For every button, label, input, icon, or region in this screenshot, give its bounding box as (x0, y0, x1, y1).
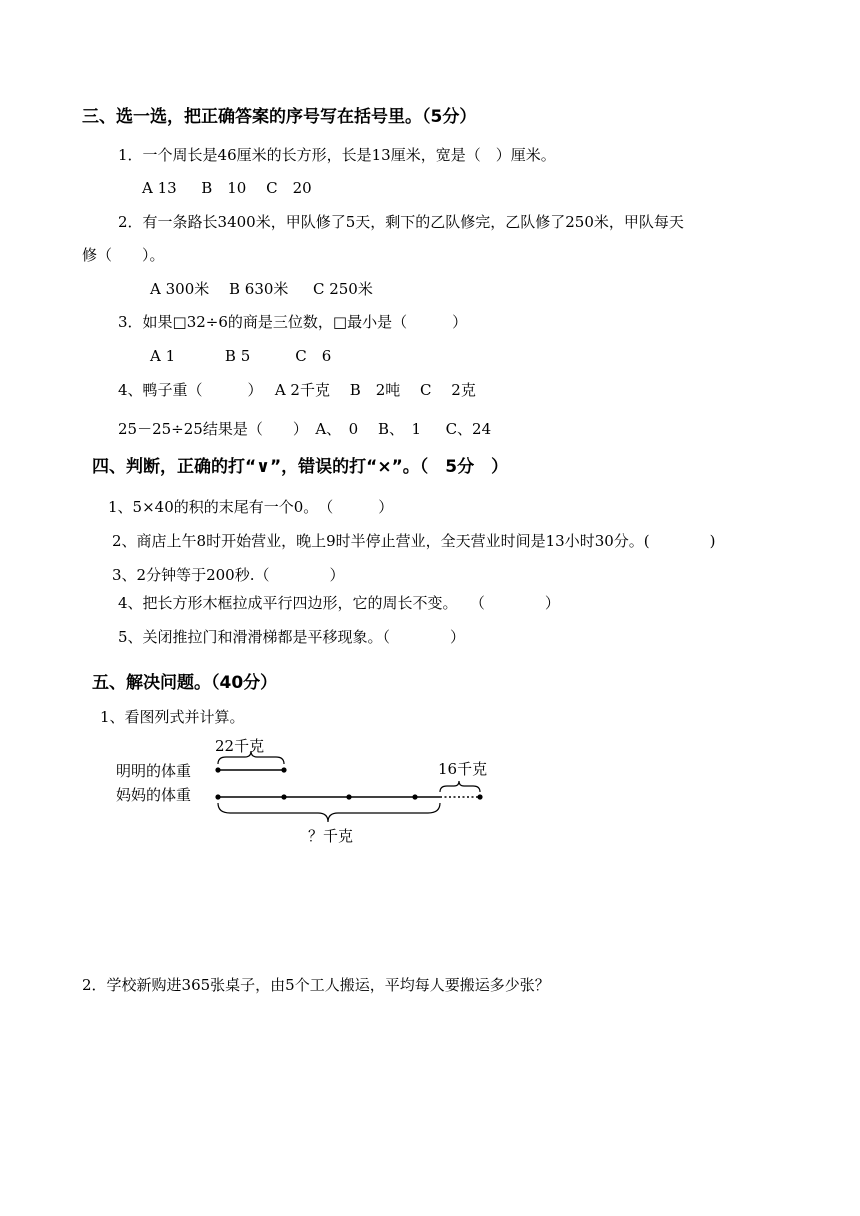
mingming-dot-start (215, 767, 220, 772)
judge-item-3: 3、2分钟等于200秒.（ ） (112, 566, 345, 584)
label-unknown-kg: ？千克 (308, 827, 354, 845)
section4-title: 四、判断，正确的打“∨”，错误的打“×”。（ 5分 ） (92, 457, 509, 477)
mama-dot-2 (281, 794, 286, 799)
question-3-3: 3．如果□32÷6的商是三位数，□最小是（ ） (118, 313, 468, 331)
brace-total (218, 803, 440, 822)
judge-item-4: 4、把长方形木框拉成平行四边形，它的周长不变。 （ ） (118, 594, 560, 612)
problem-5-2: 2．学校新购进365张桌子，由5个工人搬运，平均每人要搬运多少张？ (82, 976, 550, 994)
brace-16kg (440, 781, 480, 792)
section5-title: 五、解决问题。（40分） (92, 673, 278, 693)
label-22kg: 22千克 (215, 737, 265, 755)
label-mingming-weight: 明明的体重 (116, 762, 192, 780)
label-mama-weight: 妈妈的体重 (116, 786, 192, 804)
judge-item-1: 1、5×40的积的末尾有一个0。 （ ） (108, 498, 394, 516)
section3-title: 三、选一选，把正确答案的序号写在括号里。（5分） (82, 107, 477, 127)
problem-5-1: 1、看图列式并计算。 (100, 708, 245, 726)
question-3-1-options: A 13 B 10 C 20 (142, 179, 312, 197)
question-3-2-line1: 2．有一条路长3400米，甲队修了5天，剩下的乙队修完，乙队修了250米，甲队每天 (118, 213, 684, 231)
mama-dot-1 (215, 794, 220, 799)
judge-item-2: 2、商店上午8时开始营业，晚上9时半停止营业，全天营业时间是13小时30分。( ) (112, 532, 716, 550)
mama-dot-4 (412, 794, 417, 799)
question-3-5: 25－25÷25结果是（ ） A、 0 B、 1 C、24 (118, 420, 492, 438)
judge-item-5: 5、关闭推拉门和滑滑梯都是平移现象。（ ） (118, 628, 466, 646)
question-3-1: 1．一个周长是46厘米的长方形，长是13厘米，宽是（ ）厘米。 (118, 146, 556, 164)
question-3-3-options: A 1 B 5 C 6 (150, 347, 332, 365)
mingming-dot-end (281, 767, 286, 772)
question-3-4: 4、鸭子重（ ） A 2千克 B 2吨 C 2克 (118, 381, 476, 399)
mama-dot-5 (477, 794, 482, 799)
question-3-2-line2: 修（ ）。 (82, 246, 165, 264)
label-16kg: 16千克 (438, 760, 488, 778)
brace-22kg (218, 751, 284, 764)
mama-dot-3 (346, 794, 351, 799)
question-3-2-options: A 300米 B 630米 C 250米 (150, 280, 373, 298)
